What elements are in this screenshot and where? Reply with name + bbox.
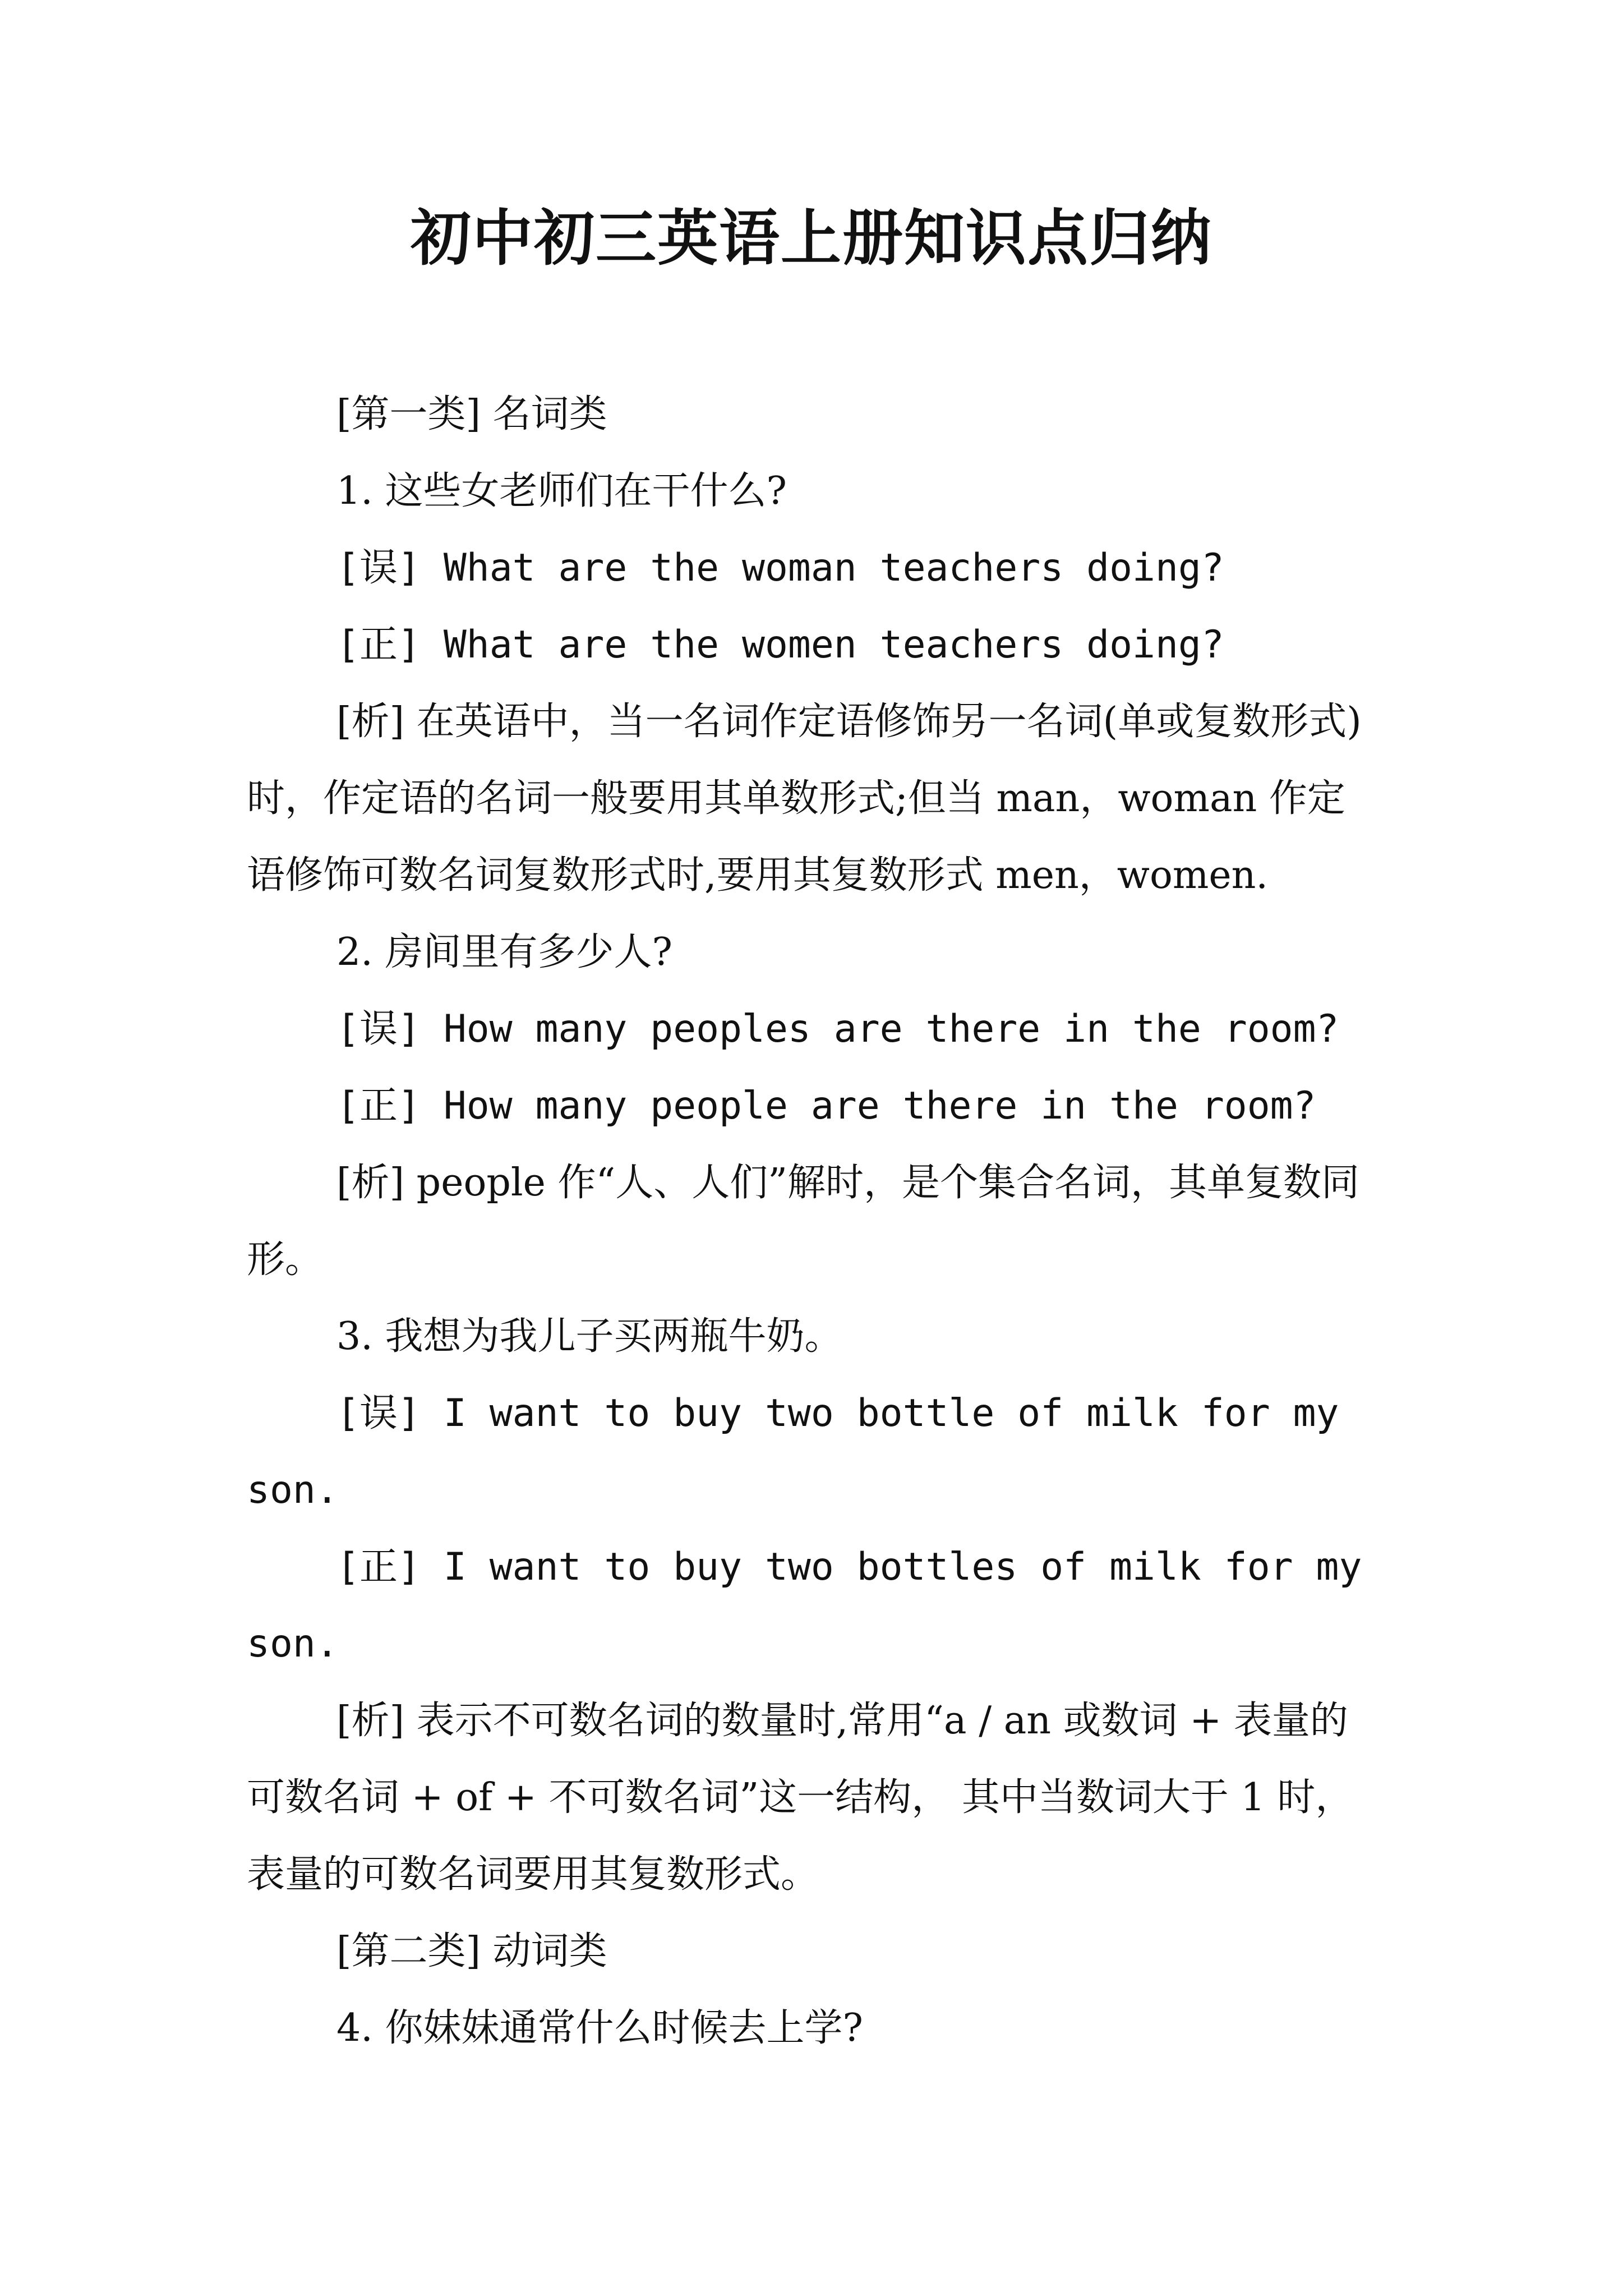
correct-sentence-2: [正] How many people are there in the room? <box>336 1084 1316 1128</box>
analysis-1: [析] 在英语中，当一名词作定语修饰另一名词(单或复数形式)时，作定语的名词一般要用其单数形式;但当 man，woman 作定语修饰可数名词复数形式时,要用其复数形式 men，women. <box>247 700 1362 898</box>
question-1: 1. 这些女老师们在干什么? <box>336 469 787 513</box>
section-heading-nouns: [第一类] 名词类 <box>336 392 607 436</box>
question-4: 4. 你妹妹通常什么时候去上学? <box>336 2006 863 2050</box>
wrong-sentence-3: [误] I want to buy two bottle of milk for my son. <box>247 1391 1339 1512</box>
document-title: 初中初三英语上册知识点归纳 <box>410 203 1212 274</box>
question-2: 2. 房间里有多少人? <box>336 930 672 974</box>
analysis-3: [析] 表示不可数名词的数量时,常用“a / an 或数词 + 表量的可数名词 + of + 不可数名词”这一结构， 其中当数词大于 1 时，表量的可数名词要用其复数形式。 <box>247 1699 1354 1897</box>
analysis-2: [析] people 作“人、人们”解时，是个集合名词，其单复数同形。 <box>247 1161 1360 1282</box>
correct-sentence-3: [正] I want to buy two bottles of milk for my son. <box>247 1545 1362 1666</box>
question-3: 3. 我想为我儿子买两瓶牛奶。 <box>336 1314 843 1359</box>
wrong-sentence-2: [误] How many peoples are there in the room? <box>336 1007 1339 1051</box>
document-body <box>247 376 1380 2067</box>
wrong-sentence-1: [误] What are the woman teachers doing? <box>336 546 1224 590</box>
section-heading-verbs: [第二类] 动词类 <box>336 1929 607 1973</box>
correct-sentence-1: [正] What are the women teachers doing? <box>336 623 1224 667</box>
